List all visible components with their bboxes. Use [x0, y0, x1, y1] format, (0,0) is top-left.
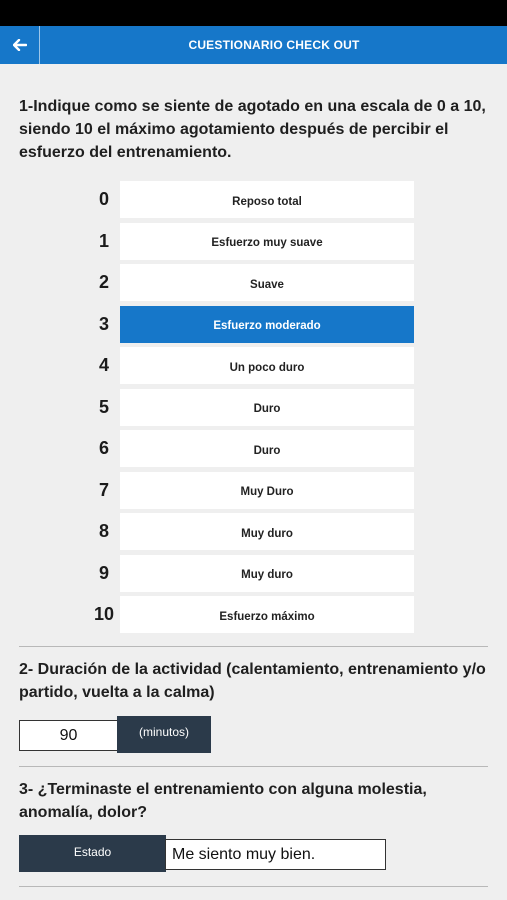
scale-number: 7 — [98, 479, 109, 500]
question-2-title: 2- Duración de la actividad (calentamiento, entrenamiento y/o partido, vuelta a la calma) — [19, 661, 486, 701]
scale-row-2 — [0, 264, 507, 301]
scale-row-9 — [0, 555, 507, 592]
scale-option-6[interactable]: Duro — [120, 430, 414, 467]
scale-number: 2 — [98, 272, 109, 292]
divider — [19, 886, 488, 887]
scale-row-10 — [0, 596, 507, 633]
scale-option-4[interactable]: Un poco duro — [120, 347, 414, 384]
page-title: CUESTIONARIO CHECK OUT — [188, 38, 360, 52]
scale-option-7[interactable]: Muy Duro — [120, 472, 414, 509]
scale-option-5[interactable]: Duro — [120, 389, 414, 426]
scale-option-9[interactable]: Muy duro — [120, 555, 414, 592]
status-bar — [0, 0, 507, 26]
scale-option-0[interactable]: Reposo total — [120, 181, 414, 218]
scale-number: 1 — [98, 230, 109, 251]
scale-row-1 — [0, 223, 507, 260]
scale-option-10[interactable]: Esfuerzo máximo — [120, 596, 414, 633]
scale-number: 8 — [98, 521, 109, 541]
scale-row-4 — [0, 347, 507, 384]
top-bar — [0, 26, 507, 64]
scale-number: 5 — [98, 396, 109, 417]
back-button[interactable] — [0, 26, 40, 64]
scale-number: 0 — [98, 189, 109, 209]
scale-row-6 — [0, 430, 507, 467]
duration-input[interactable]: 90 — [19, 720, 118, 751]
scale-number: 3 — [98, 313, 109, 334]
state-label: Estado — [19, 835, 166, 872]
scale-row-8 — [0, 513, 507, 550]
scale-number: 10 — [93, 604, 115, 624]
divider — [19, 766, 488, 767]
scale-row-0 — [0, 181, 507, 218]
scale-row-5 — [0, 389, 507, 426]
scale-option-1[interactable]: Esfuerzo muy suave — [120, 223, 414, 260]
question-1-title: 1-Indique como se siente de agotado en una escala de 0 a 10, siendo 10 el máximo agotamiento después de percibir el esfuerzo del entrenamiento. — [19, 98, 486, 161]
scale-number: 6 — [98, 438, 109, 458]
question-3-title: 3- ¿Terminaste el entrenamiento con alguna molestia, anomalía, dolor? — [19, 781, 427, 821]
scale-option-3[interactable]: Esfuerzo moderado — [120, 306, 414, 343]
scale-option-8[interactable]: Muy duro — [120, 513, 414, 550]
scale-row-7 — [0, 472, 507, 509]
minutes-unit-label: (minutos) — [117, 716, 211, 753]
scale-number: 4 — [98, 355, 109, 375]
arrow-left-icon — [13, 39, 27, 51]
scale-row-3 — [0, 306, 507, 343]
divider — [19, 646, 488, 647]
state-input[interactable]: Me siento muy bien. — [165, 839, 386, 870]
scale-number: 9 — [98, 562, 109, 583]
scale-option-2[interactable]: Suave — [120, 264, 414, 301]
